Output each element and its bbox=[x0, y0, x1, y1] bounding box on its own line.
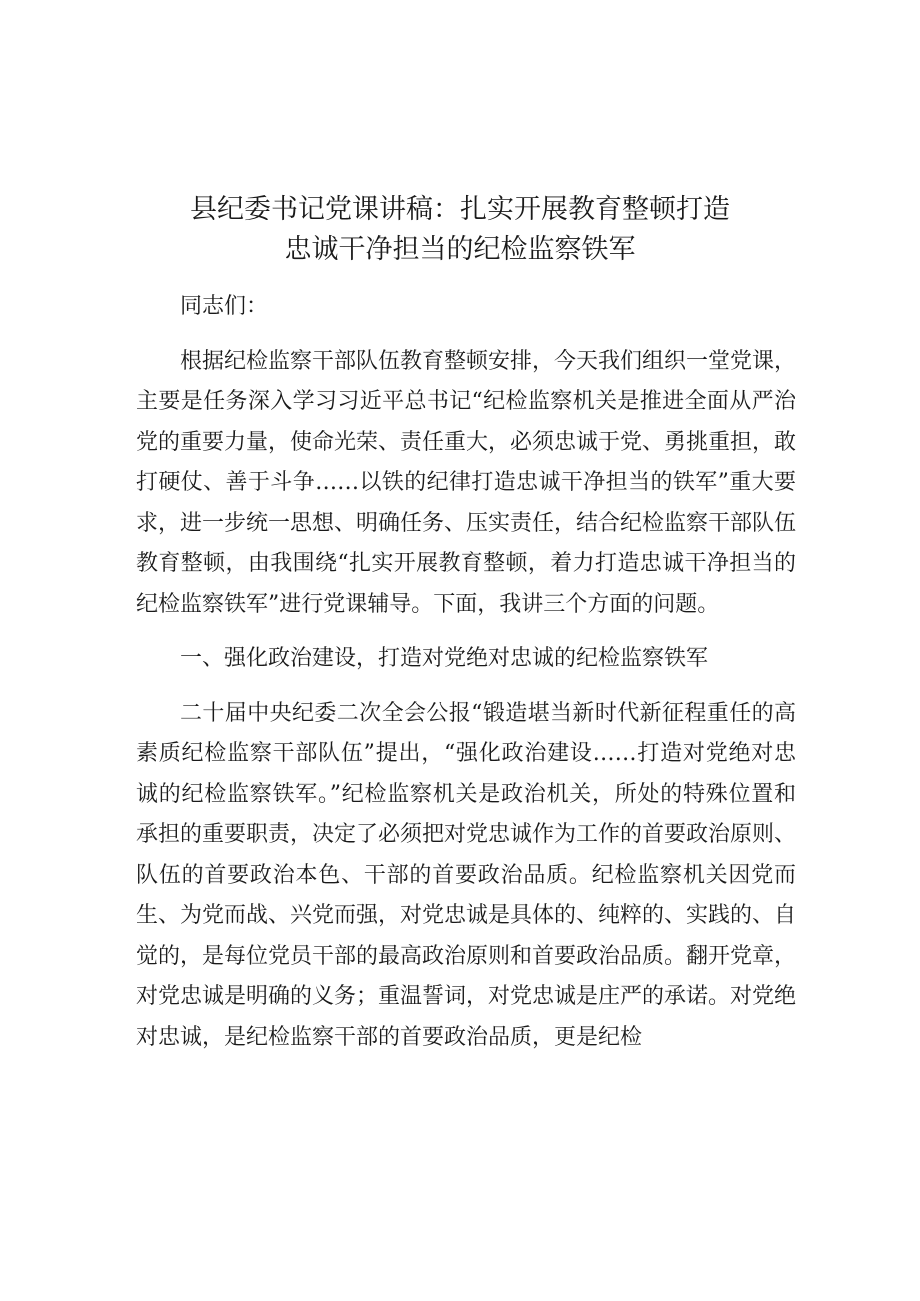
title-line-2: 忠诚干净担当的纪检监察铁军 bbox=[284, 234, 636, 265]
document-body bbox=[136, 287, 796, 1072]
section-heading: 一、强化政治建设，打造对党绝对忠诚的纪检监察铁军 bbox=[180, 646, 709, 671]
section-paragraph: 二十届中央纪委二次全会公报“锻造堪当新时代新征程重任的高素质纪检监察干部队伍”提出，“强化政治建设……打造对党绝对忠诚的纪检监察铁军。”纪检监察机关是政治机关，所处的特殊位置和承担的重要职责，决定了必须把对党忠诚作为工作的首要政治原则、队伍的首要政治本色、干部的首要政治品质。纪检监察机关因党而生、为党而战、兴党而强，对党忠诚是具体的、纯粹的、实践的、自觉的，是每位党员干部的最高政治原则和首要政治品质。翻开党章，对党忠诚是明确的义务；重温誓词，对党忠诚是庄严的承诺。对党绝对忠诚，是纪检监察干部的首要政治品质，更是纪检 bbox=[136, 700, 797, 1050]
intro-paragraph: 根据纪检监察干部队伍教育整顿安排，今天我们组织一堂党课，主要是任务深入学习习近平总书记“纪检监察机关是推进全面从严治党的重要力量，使命光荣、责任重大，必须忠诚于党、勇挑重担，敢打硬仗、善于斗争……以铁的纪律打造忠诚干净担当的铁军”重大要求，进一步统一思想、明确任务、压实责任，结合纪检监察干部队伍教育整顿，由我围绕“扎实开展教育整顿，着力打造忠诚干净担当的纪检监察铁军”进行党课辅导。下面，我讲三个方面的问题。 bbox=[136, 348, 797, 617]
greeting: 同志们： bbox=[180, 294, 269, 319]
title-line-1: 县纪委书记党课讲稿：扎实开展教育整顿打造 bbox=[190, 194, 730, 225]
document-title bbox=[120, 190, 800, 270]
